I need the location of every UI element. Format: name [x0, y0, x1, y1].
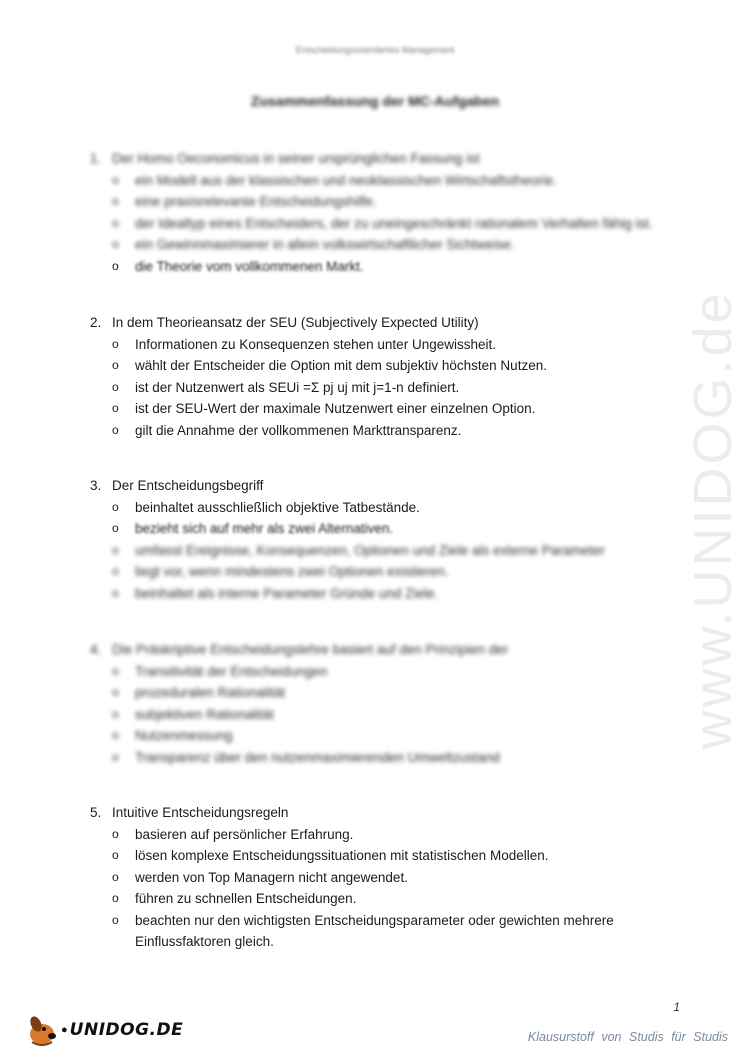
bullet-icon: o	[112, 728, 119, 742]
option-item: o beachten nur den wichtigsten Entscheidungsparameter oder gewichten mehrere Einflussfaktoren gleich.	[90, 910, 690, 953]
unidog-logo[interactable]	[24, 1012, 183, 1048]
question-1	[90, 148, 690, 277]
option-item: o Informationen zu Konsequenzen stehen unter Ungewissheit.	[90, 334, 690, 356]
question-stem	[90, 639, 690, 661]
question-4	[90, 639, 690, 768]
option-item: o werden von Top Managern nicht angewendet.	[90, 867, 690, 889]
option-item: o führen zu schnellen Entscheidungen.	[90, 888, 690, 910]
bullet-icon: o	[112, 685, 119, 699]
question-5	[90, 802, 690, 953]
option-item: o subjektiven Rationalität	[90, 704, 690, 726]
question-number: 5.	[90, 805, 102, 820]
question-text: Intuitive Entscheidungsregeln	[112, 805, 289, 820]
question-stem	[90, 312, 690, 334]
bullet-icon: o	[112, 848, 119, 862]
question-stem	[90, 475, 690, 497]
option-item: o lösen komplexe Entscheidungssituationen mit statistischen Modellen.	[90, 845, 690, 867]
option-item: o eine praxisrelevante Entscheidungshilfe.	[90, 191, 690, 213]
question-text: Der Homo Oeconomicus in seiner ursprünglichen Fassung ist	[112, 151, 480, 166]
option-list	[90, 334, 690, 442]
bullet-icon: o	[112, 749, 119, 764]
question-number: 1.	[90, 151, 102, 166]
bullet-icon: o	[112, 358, 119, 372]
bullet-icon: o	[112, 401, 119, 415]
bullet-icon: o	[112, 891, 119, 905]
footer-slogan: Klausurstoff von Studis für Studis	[527, 1030, 728, 1044]
question-2	[90, 312, 690, 441]
option-item: o beinhaltet ausschließlich objektive Tatbestände.	[90, 497, 690, 519]
bullet-icon: o	[112, 912, 119, 927]
watermark: www.UNIDOG.de	[683, 290, 743, 750]
bullet-icon: o	[112, 542, 119, 557]
bullet-icon: o	[112, 585, 119, 600]
bullet-icon: o	[112, 379, 119, 394]
option-item: o prozeduralen Rationalität	[90, 682, 690, 704]
bullet-icon: o	[112, 521, 119, 535]
bullet-icon: o	[112, 215, 119, 230]
question-text: In dem Theorieansatz der SEU (Subjectively Expected Utility)	[112, 315, 479, 330]
option-item: o die Theorie vom vollkommenen Markt.	[90, 256, 690, 278]
option-item: o ein Modell aus der klassischen und neoklassischen Wirtschaftstheorie.	[90, 170, 690, 192]
question-number: 4.	[90, 642, 102, 657]
option-item: o Transparenz über den nutzenmaximierenden Umweltzustand	[90, 747, 690, 769]
bullet-icon: o	[112, 564, 119, 578]
bullet-icon: o	[112, 172, 119, 187]
question-3	[90, 475, 690, 604]
option-list	[90, 170, 690, 278]
option-item: o Nutzenmessung	[90, 725, 690, 747]
bullet-icon: o	[112, 237, 119, 251]
option-list	[90, 824, 690, 953]
option-item: o ist der SEU-Wert der maximale Nutzenwert einer einzelnen Option.	[90, 398, 690, 420]
option-item: o basieren auf persönlicher Erfahrung.	[90, 824, 690, 846]
document-title: Zusammenfassung der MC-Aufgaben	[250, 93, 500, 109]
question-number: 3.	[90, 478, 102, 493]
option-item: o beinhaltet als interne Parameter Gründe und Ziele.	[90, 583, 690, 605]
bullet-icon: o	[112, 194, 119, 208]
bullet-icon: o	[112, 499, 119, 514]
option-item: o Transitivität der Entscheidungen	[90, 661, 690, 683]
dog-icon	[24, 1012, 60, 1048]
logo-text: UNIDOG.DE	[69, 1020, 184, 1040]
option-item: o bezieht sich auf mehr als zwei Alternativen.	[90, 518, 690, 540]
question-stem	[90, 802, 690, 824]
option-item: o wählt der Entscheider die Option mit dem subjektiv höchsten Nutzen.	[90, 355, 690, 377]
bullet-icon: o	[112, 826, 119, 841]
question-number: 2.	[90, 315, 102, 330]
option-item: o der Idealtyp eines Entscheiders, der zu uneingeschränkt rationalem Verhalten fähig ist.	[90, 213, 690, 235]
option-list	[90, 661, 690, 769]
bullet-icon: o	[112, 336, 119, 351]
question-text: Die Präskriptive Entscheidungslehre basiert auf den Prinzipien der	[112, 642, 509, 657]
option-item: o ist der Nutzenwert als SEUi =Σ pj uj mit j=1-n definiert.	[90, 377, 690, 399]
bullet-icon: o	[112, 663, 119, 678]
option-item: o umfasst Ereignisse, Konsequenzen, Optionen und Ziele als externe Parameter	[90, 540, 690, 562]
option-item: o gilt die Annahme der vollkommenen Markttransparenz.	[90, 420, 690, 442]
option-item: o liegt vor, wenn mindestens zwei Optionen existieren.	[90, 561, 690, 583]
bullet-icon: o	[112, 422, 119, 437]
page-number: 1	[673, 1000, 680, 1014]
bullet-icon: o	[112, 706, 119, 721]
question-text: Der Entscheidungsbegriff	[112, 478, 264, 493]
option-item: o ein Gewinnmaximierer in allein volkswirtschaftlicher Sichtweise.	[90, 234, 690, 256]
bullet-icon: o	[112, 258, 119, 273]
question-stem	[90, 148, 690, 170]
paw-icon: ●	[61, 1024, 68, 1036]
bullet-icon: o	[112, 869, 119, 884]
running-header: Entscheidungsorientiertes Management	[295, 45, 455, 55]
option-list	[90, 497, 690, 605]
